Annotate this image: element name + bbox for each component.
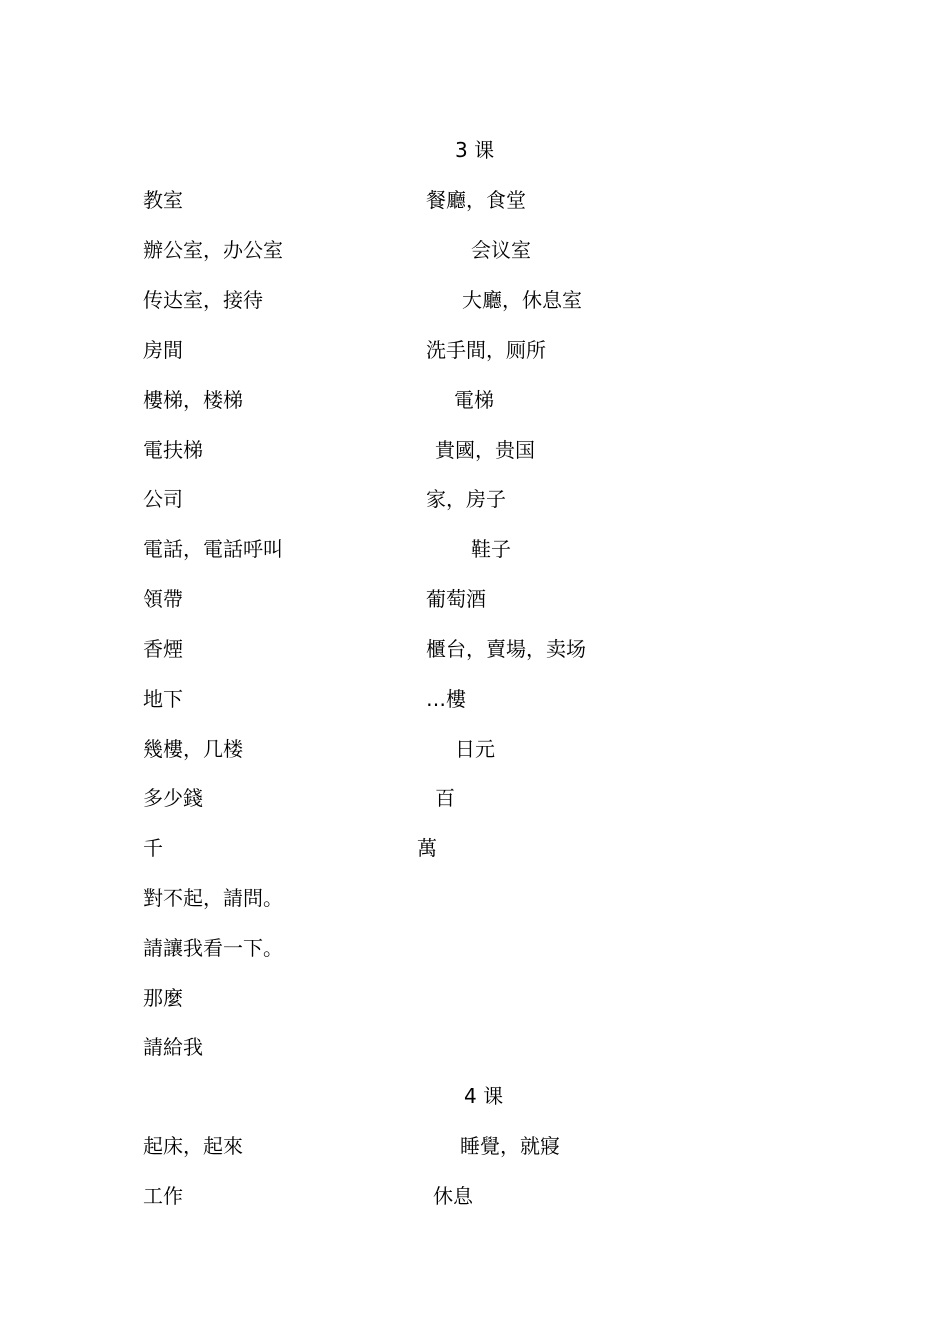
vocab-left: 房間 [143, 338, 183, 362]
vocab-right: 大廳，休息室 [462, 288, 582, 312]
vocab-left: 传达室，接待 [143, 288, 263, 312]
vocab-right: 洗手間，厕所 [426, 338, 546, 362]
vocab-left: 教室 [143, 188, 183, 212]
vocab-right: 貴國，贵国 [435, 438, 535, 462]
vocab-right: 休息 [433, 1184, 473, 1208]
vocab-left: 樓梯，楼梯 [143, 388, 243, 412]
vocab-left: 電扶梯 [143, 438, 203, 462]
lesson-4-heading: 4 课 [464, 1084, 504, 1108]
vocab-left: 公司 [143, 487, 183, 511]
vocab-right: 櫃台，賣場，卖场 [426, 637, 586, 661]
vocab-right: …樓 [426, 687, 466, 711]
vocab-right: 会议室 [471, 238, 531, 262]
vocab-right: 鞋子 [471, 537, 511, 561]
vocab-right: 餐廳，食堂 [426, 188, 526, 212]
vocab-right: 睡覺，就寢 [460, 1134, 560, 1158]
vocab-left: 起床，起來 [143, 1134, 243, 1158]
vocab-right: 日元 [455, 737, 495, 761]
vocab-left: 香煙 [143, 637, 183, 661]
vocab-left: 多少錢 [143, 786, 203, 810]
vocab-left: 辦公室，办公室 [143, 238, 283, 262]
phrase-line: 對不起，請問。 [143, 886, 283, 910]
vocab-left: 千 [143, 836, 163, 860]
vocab-right: 葡萄酒 [426, 587, 486, 611]
vocab-left: 地下 [143, 687, 183, 711]
vocab-right: 家，房子 [426, 487, 506, 511]
vocab-left: 工作 [143, 1184, 183, 1208]
vocab-left: 領帶 [143, 587, 183, 611]
vocab-left: 電話，電話呼叫 [143, 537, 283, 561]
lesson-3-heading: 3 课 [455, 138, 495, 162]
vocab-right: 百 [435, 786, 455, 810]
vocab-right: 電梯 [454, 388, 494, 412]
vocab-right: 萬 [417, 836, 437, 860]
phrase-line: 那麼 [143, 986, 183, 1010]
vocab-left: 幾樓，几楼 [143, 737, 243, 761]
phrase-line: 請給我 [143, 1035, 203, 1059]
phrase-line: 請讓我看一下。 [143, 936, 283, 960]
